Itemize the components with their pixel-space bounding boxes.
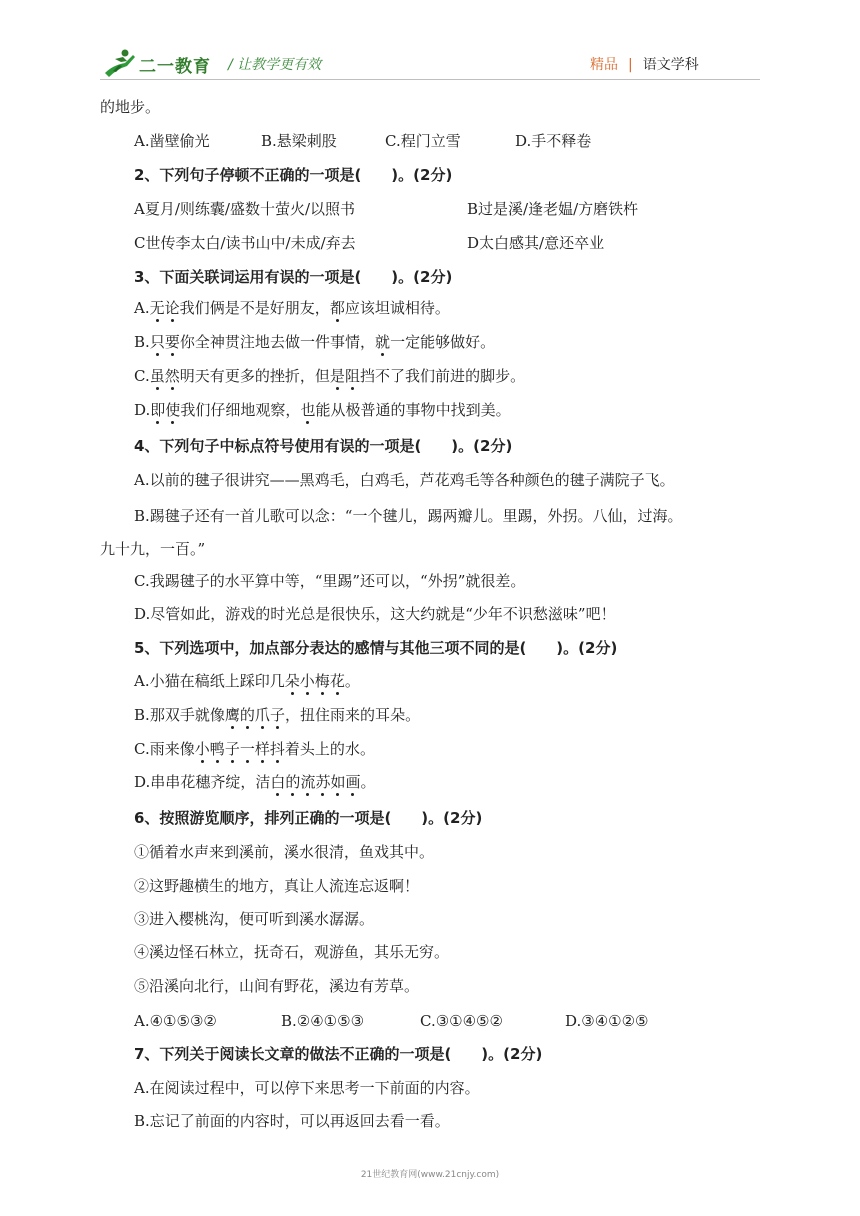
emphasis-char: 花	[329, 672, 345, 690]
page-footer: 21世纪教育网(www.21cnjy.com)	[360, 1170, 500, 1180]
question-stem: 2、下列句子停顿不正确的一项是( )。(2分)	[134, 166, 453, 184]
option-line: D.串串花穗齐绽，洁白的流苏如画。	[134, 773, 376, 791]
option-line: B.踢毽子还有一首儿歌可以念：“一个毽儿，踢两瓣儿。里踢，外拐。八仙，过海。	[134, 507, 683, 525]
subject-label: 语文学科	[642, 57, 699, 73]
page-header	[0, 0, 860, 90]
question-stem: 6、按照游览顺序，排列正确的一项是( )。(2分)	[134, 809, 483, 827]
emphasis-char: 一	[239, 740, 255, 758]
sentence-line: ②这野趣横生的地方，真让人流连忘返啊！	[134, 877, 420, 895]
emphasis-char: 要	[164, 333, 180, 351]
option: B过是溪/逢老媪/方磨铁杵	[467, 200, 639, 218]
option: C.③①④⑤②	[420, 1012, 503, 1030]
running-man-logo-icon	[103, 47, 137, 79]
option: D.③④①②⑤	[565, 1012, 649, 1030]
option-line: B.忘记了前面的内容时，可以再返回去看一看。	[134, 1112, 450, 1130]
question-stem: 3、下面关联词运用有误的一项是( )。(2分)	[134, 268, 453, 286]
option-line: D.尽管如此，游戏的时光总是很快乐，这大约就是“少年不识愁滋味”吧！	[134, 605, 616, 623]
sentence-line: ⑤沿溪向北行，山间有野花，溪边有芳草。	[134, 977, 420, 995]
sentence-line: ①循着水声来到溪前，溪水很清，鱼戏其中。	[134, 843, 435, 861]
emphasis-char: 虽	[149, 367, 165, 385]
header-divider	[100, 79, 760, 80]
text-line: 的地步。	[100, 98, 161, 116]
emphasis-char: 然	[164, 367, 180, 385]
badge-jingpin: 精品	[590, 57, 618, 73]
question-stem: 4、下列句子中标点符号使用有误的一项是( )。(2分)	[134, 437, 513, 455]
emphasis-char: 无	[149, 299, 165, 317]
emphasis-char: 梅	[314, 672, 330, 690]
option: D太白感其/意还卒业	[467, 234, 605, 252]
emphasis-char: 画	[345, 773, 361, 791]
option: A.凿壁偷光	[134, 132, 210, 150]
option: C.程门立雪	[385, 132, 461, 150]
option: A.④①⑤③②	[134, 1012, 217, 1030]
emphasis-char: 流	[300, 773, 316, 791]
emphasis-char: 都	[329, 299, 345, 317]
logo-text: 二一教育	[139, 57, 211, 77]
option-line: A.无论我们俩是不是好朋友，都应该坦诚相待。	[134, 299, 450, 317]
option-line: B.只要你全神贯注地去做一件事情，就一定能够做好。	[134, 333, 496, 351]
emphasis-char: 鸭	[209, 740, 225, 758]
emphasis-char: 的	[239, 706, 255, 724]
option-line: 九十九，一百。”	[100, 540, 206, 558]
option-line: A.小猫在稿纸上踩印几朵小梅花。	[134, 672, 360, 690]
emphasis-char: 阻	[344, 367, 360, 385]
emphasis-char: 是	[329, 367, 345, 385]
sentence-line: ③进入樱桃沟，便可听到溪水潺潺。	[134, 910, 375, 928]
emphasis-char: 朵	[284, 672, 300, 690]
emphasis-char: 如	[330, 773, 346, 791]
option: B.悬梁刺股	[261, 132, 337, 150]
option-line: A.在阅读过程中，可以停下来思考一下前面的内容。	[134, 1079, 480, 1097]
option: A夏月/则练囊/盛数十萤火/以照书	[134, 200, 355, 218]
option-line: C.虽然明天有更多的挫折，但是阻挡不了我们前进的脚步。	[134, 367, 526, 385]
emphasis-char: 子	[269, 706, 285, 724]
sentence-line: ④溪边怪石林立，抚奇石，观游鱼，其乐无穷。	[134, 943, 450, 961]
emphasis-char: 只	[149, 333, 165, 351]
option-line: B.那双手就像鹰的爪子，扭住雨来的耳朵。	[134, 706, 421, 724]
emphasis-char: 即	[150, 401, 166, 419]
emphasis-char: 就	[375, 333, 391, 351]
emphasis-char: 的	[285, 773, 301, 791]
option: D.手不释卷	[515, 132, 592, 150]
header-right	[590, 54, 699, 74]
slogan: / 让教学更有效	[228, 57, 322, 73]
emphasis-char: 小	[299, 672, 315, 690]
question-stem: 7、下列关于阅读长文章的做法不正确的一项是( )。(2分)	[134, 1045, 543, 1063]
emphasis-char: 也	[300, 401, 316, 419]
option-line: C.我踢毽子的水平算中等，“里踢”还可以，“外拐”就很差。	[134, 572, 526, 590]
emphasis-char: 小	[194, 740, 210, 758]
option: B.②④①⑤③	[281, 1012, 365, 1030]
emphasis-char: 子	[224, 740, 240, 758]
option: C世传李太白/读书山中/未成/弃去	[134, 234, 356, 252]
emphasis-char: 鹰	[224, 706, 240, 724]
emphasis-char: 样	[254, 740, 270, 758]
option-line: D.即使我们仔细地观察，也能从极普通的事物中找到美。	[134, 401, 511, 419]
question-stem: 5、下列选项中，加点部分表达的感情与其他三项不同的是( )。(2分)	[134, 639, 618, 657]
emphasis-char: 苏	[315, 773, 331, 791]
emphasis-char: 爪	[254, 706, 270, 724]
emphasis-char: 白	[270, 773, 286, 791]
header-separator: |	[628, 57, 633, 73]
option-line: C.雨来像小鸭子一样抖着头上的水。	[134, 740, 375, 758]
emphasis-char: 论	[164, 299, 180, 317]
emphasis-char: 抖	[269, 740, 285, 758]
option-line: A.以前的毽子很讲究——黑鸡毛，白鸡毛，芦花鸡毛等各种颜色的毽子满院子飞。	[134, 471, 675, 489]
emphasis-char: 使	[165, 401, 181, 419]
